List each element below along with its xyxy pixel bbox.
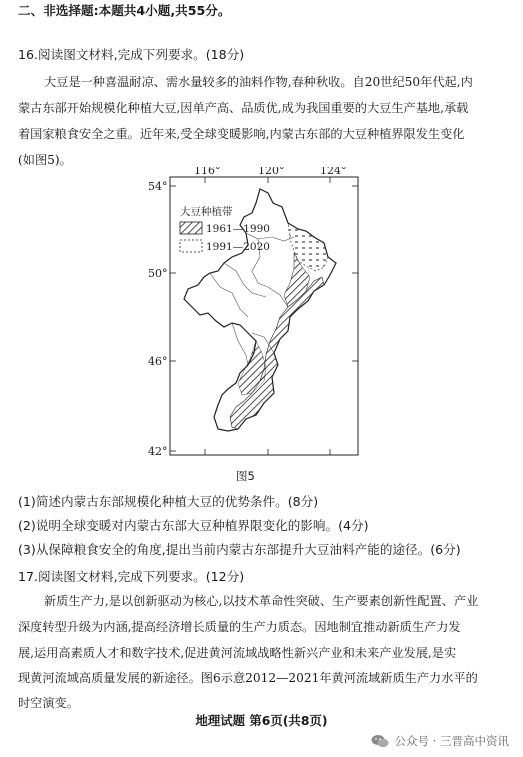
- legend-title: 大豆种植带: [180, 206, 233, 218]
- material-line: 现黄河流域高质量发展的新途径。图6示意2012—2021年黄河流域新质生产力水平的: [18, 671, 478, 685]
- lon-label: 124°: [320, 167, 347, 177]
- material-line: (如图5)。: [18, 153, 72, 167]
- material-line: 大豆是一种喜温耐凉、需水量较多的油料作物,春种秋收。自20世纪50年代起,内: [44, 75, 473, 89]
- sub-question-2: (2)说明全球变暖对内蒙古东部大豆种植界限变化的影响。(4分): [18, 518, 369, 533]
- material-line: 蒙古东部开始规模化种植大豆,因单产高、品质优,成为我国重要的大豆生产基地,承载: [18, 101, 469, 115]
- legend-label: 1991—2020: [206, 241, 270, 253]
- question-17-title: 17.阅读图文材料,完成下列要求。(12分): [18, 569, 245, 584]
- sub-question-1: (1)简述内蒙古东部规模化种植大豆的优势条件。(8分): [18, 494, 319, 509]
- question-16-title: 16.阅读图文材料,完成下列要求。(18分): [18, 47, 245, 62]
- lat-label: 50°: [148, 267, 168, 280]
- material-line: 新质生产力,是以创新驱动为核心,以技术革命性突破、生产要素创新性配置、产业: [44, 594, 479, 608]
- watermark: [371, 733, 509, 749]
- lon-label: 120°: [258, 167, 285, 177]
- material-line: 深度转型升级为内涵,提高经济增长质量的生产力质态。因地制宜推动新质生产力发: [18, 620, 461, 634]
- lat-label: 42°: [148, 445, 168, 458]
- wechat-icon: [371, 734, 389, 748]
- legend-label: 1961—1990: [206, 223, 270, 235]
- legend-swatch-hatched: [180, 222, 202, 234]
- lat-label: 46°: [148, 355, 168, 368]
- section-heading: 二、非选择题:本题共4小题,共55分。: [18, 3, 231, 18]
- material-line: 着国家粮食安全之重。近年来,受全球变暖影响,内蒙古东部的大豆种植界限发生变化: [18, 127, 465, 141]
- watermark-text: 公众号 · 三晋高中资讯: [394, 734, 509, 748]
- legend-swatch-dashed: [180, 240, 202, 252]
- lon-label: 116°: [194, 167, 221, 177]
- material-line: 时空演变。: [18, 696, 79, 710]
- figure-caption: 图5: [236, 469, 255, 483]
- material-line: 展,运用高素质人才和数字技术,促进黄河流域战略性新兴产业和未来产业发展,是实: [18, 646, 457, 660]
- lat-label: 54°: [148, 180, 168, 193]
- page-footer: 地理试题 第6页(共8页): [195, 713, 328, 728]
- figure-5-map: [148, 167, 376, 475]
- sub-question-3: (3)从保障粮食安全的角度,提出当前内蒙古东部提升大豆油料产能的途径。(6分): [18, 542, 461, 557]
